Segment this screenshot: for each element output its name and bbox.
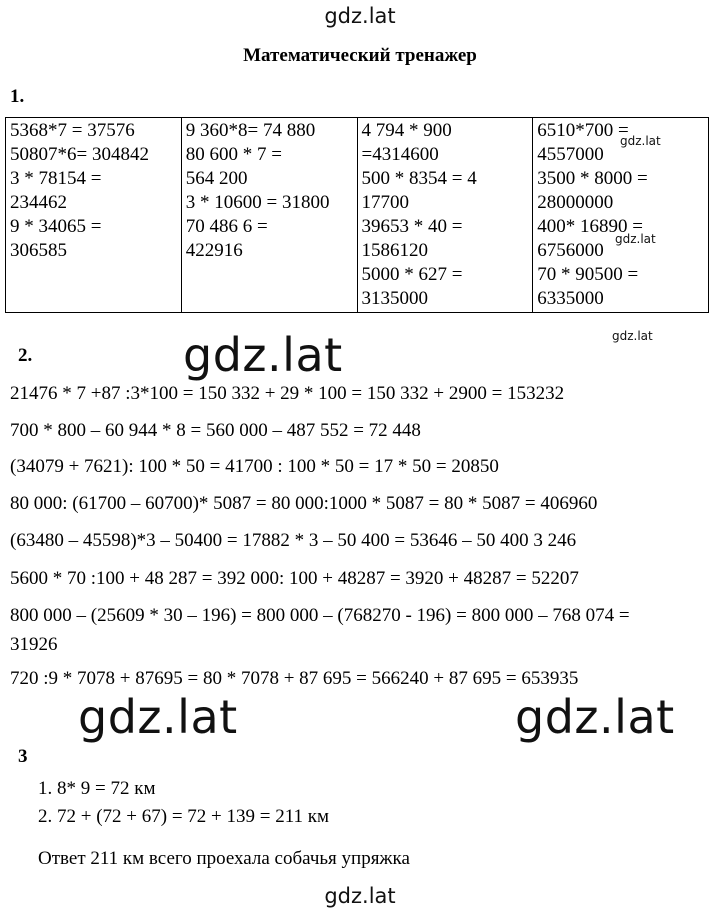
table-cell-line: 500 * 8354 = 4 (361, 168, 477, 189)
expression-line-5: (63480 – 45598)*3 – 50400 = 17882 * 3 – 50 400 = 53646 – 50 400 3 246 (10, 530, 577, 551)
table-cell-line: 3500 * 8000 = (537, 168, 648, 189)
table-column-3 (357, 118, 533, 313)
table-cell-line: 3135000 (361, 288, 428, 309)
watermark-big-3: gdz.lat (515, 690, 675, 744)
table-cell-line: 306585 (10, 240, 67, 261)
table-cell-line: 6510*700 = (537, 120, 629, 141)
table-cell-line: 6756000 (537, 240, 604, 261)
expression-line-7: 800 000 – (25609 * 30 – 196) = 800 000 – (768270 - 196) = 800 000 – 768 074 = (10, 605, 630, 626)
table-cell-line: 564 200 (185, 168, 248, 189)
table-cell-line: 9 * 34065 = (10, 216, 102, 237)
table-cell-line: 39653 * 40 = (361, 216, 463, 237)
table-cell-line: 28000000 (537, 192, 614, 213)
table-cell-line: 9 360*8= 74 880 (185, 120, 316, 141)
table-cell-line: 3 * 10600 = 31800 (185, 192, 330, 213)
watermark-top: gdz.lat (324, 4, 396, 28)
multiplication-table (5, 117, 709, 313)
table-cell-line: 5368*7 = 37576 (10, 120, 135, 141)
table-cell-line: 50807*6= 304842 (10, 144, 149, 165)
table-cell-line: 1586120 (361, 240, 428, 261)
expression-line-7-continued: 31926 (10, 634, 58, 655)
table-cell-line: 70 486 6 = (185, 216, 268, 237)
table-cell-line: 80 600 * 7 = (185, 144, 282, 165)
task-1-number: 1. (10, 86, 25, 107)
answer-text: Ответ 211 км всего проехала собачья упряжка (38, 848, 410, 869)
watermark-right-small: gdz.lat (612, 329, 653, 343)
table-cell-line: 4557000 (537, 144, 604, 165)
expression-line-1: 21476 * 7 +87 :3*100 = 150 332 + 29 * 100 = 150 332 + 2900 = 153232 (10, 383, 565, 404)
table-cell-line: 3 * 78154 = (10, 168, 102, 189)
table-cell-line: 400* 16890 = (537, 216, 643, 237)
task-2-number: 2. (18, 345, 33, 366)
task-3-number: 3 (18, 746, 28, 767)
watermark-big-2: gdz.lat (78, 690, 238, 744)
table-cell-line: 422916 (185, 240, 243, 261)
watermark-table-1: gdz.lat (620, 134, 661, 148)
table-cell-line: 70 * 90500 = (537, 264, 639, 285)
expression-line-8-clip (0, 664, 720, 686)
watermark-bottom: gdz.lat (324, 884, 396, 908)
table-cell-line: 234462 (10, 192, 67, 213)
expression-line-8: 720 :9 * 7078 + 87695 = 80 * 7078 + 87 695 = 566240 + 87 695 = 653935 (10, 668, 579, 686)
page-title: Математический тренажер (243, 45, 477, 66)
table-column-2 (181, 118, 357, 313)
expression-line-4: 80 000: (61700 – 60700)* 5087 = 80 000:1000 * 5087 = 80 * 5087 = 406960 (10, 493, 598, 514)
table-cell-line: 6335000 (537, 288, 604, 309)
expression-line-6: 5600 * 70 :100 + 48 287 = 392 000: 100 + 48287 = 3920 + 48287 = 52207 (10, 568, 579, 589)
expression-line-3: (34079 + 7621): 100 * 50 = 41700 : 100 * 50 = 17 * 50 = 20850 (10, 456, 499, 477)
solution-step-1: 1. 8* 9 = 72 км (38, 778, 156, 799)
table-cell-line: 17700 (361, 192, 409, 213)
table-cell-line: 5000 * 627 = (361, 264, 463, 285)
solution-step-2: 2. 72 + (72 + 67) = 72 + 139 = 211 км (38, 806, 330, 827)
table-cell-line: =4314600 (361, 144, 439, 165)
expression-line-2: 700 * 800 – 60 944 * 8 = 560 000 – 487 552 = 72 448 (10, 420, 421, 441)
watermark-table-2: gdz.lat (615, 232, 656, 246)
watermark-big-1: gdz.lat (183, 328, 343, 382)
table-column-1 (6, 118, 182, 313)
table-cell-line: 4 794 * 900 (361, 120, 452, 141)
